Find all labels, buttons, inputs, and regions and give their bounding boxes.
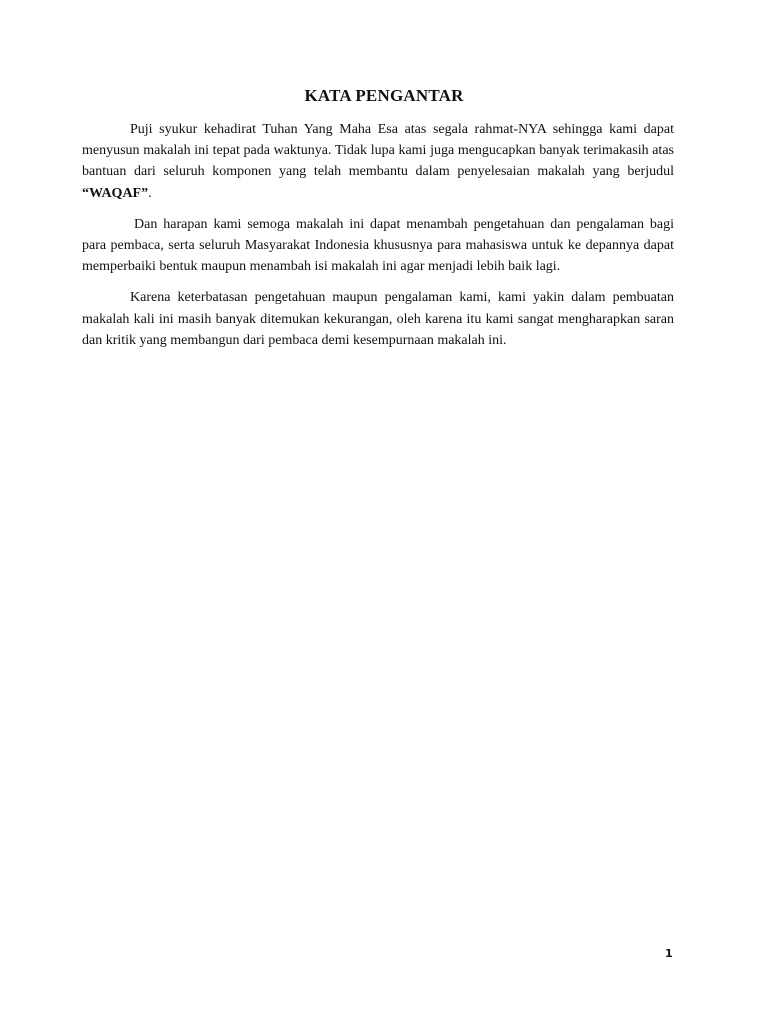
document-body	[82, 119, 674, 361]
page-number: 1	[665, 947, 673, 960]
paragraph-1	[82, 119, 674, 204]
paragraph-1-title-reference: “WAQAF”	[82, 185, 149, 201]
paragraph-1-text: Puji syukur kehadirat Tuhan Yang Maha Esa atas segala rahmat-NYA sehingga kami dapat menyusun makalah ini tepat pada waktunya. Tidak lupa kami juga mengucapkan banyak terimakasih atas bantuan dari seluruh komponen yang telah membantu dalam penyelesaian makalah yang berjudul	[82, 122, 674, 180]
paragraph-3: Karena keterbatasan pengetahuan maupun pengalaman kami, kami yakin dalam pembuatan makalah kali ini masih banyak ditemukan kekurangan, oleh karena itu kami sangat mengharapkan saran dan kritik yang membangun dari pembaca demi kesempurnaan makalah ini.	[82, 290, 674, 348]
paragraph-2: Dan harapan kami semoga makalah ini dapat menambah pengetahuan dan pengalaman bagi para pembaca, serta seluruh Masyarakat Indonesia khususnya para mahasiswa untuk ke depannya dapat memperbaiki bentuk maupun menambah isi makalah ini agar menjadi lebih baik lagi.	[82, 216, 674, 275]
paragraph-1-ending: .	[148, 185, 152, 201]
page-title: KATA PENGANTAR	[304, 86, 464, 105]
